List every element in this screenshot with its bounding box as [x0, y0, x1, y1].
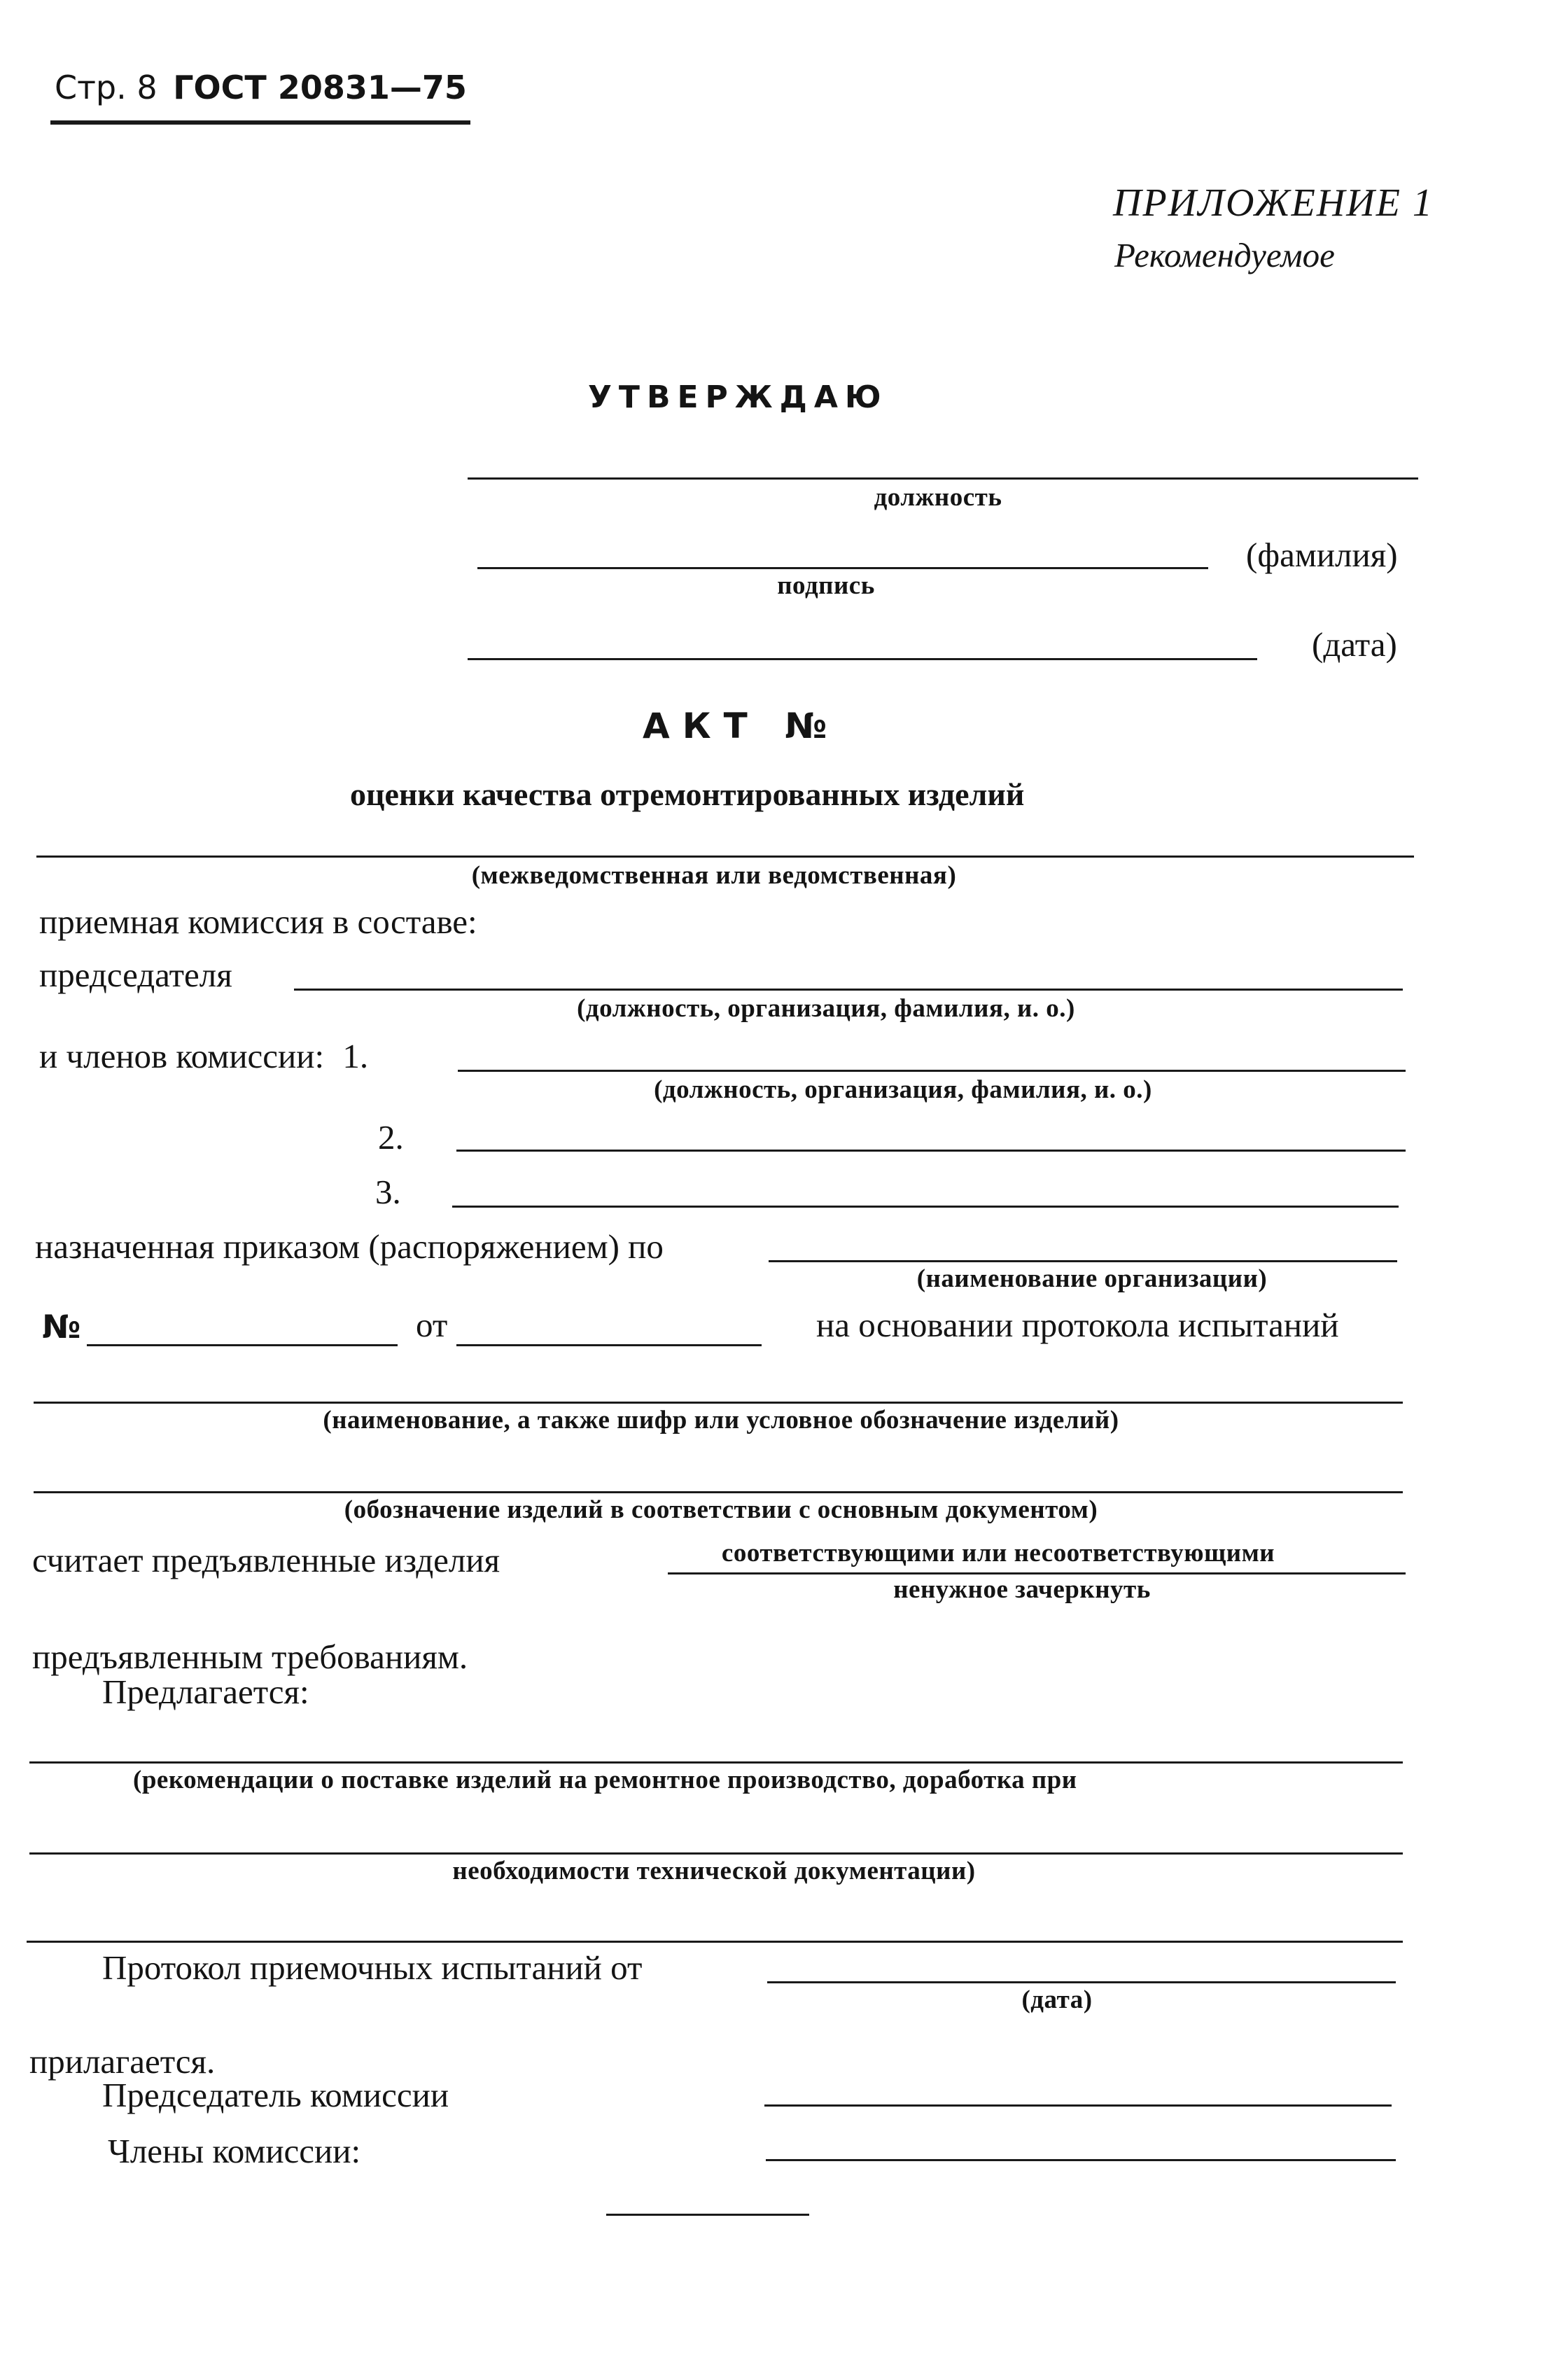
protocol-date-caption: (дата)	[1021, 1985, 1093, 2014]
order-from-label: от	[416, 1306, 448, 1344]
recommendation-caption-1: (рекомендации о поставке изделий на ремонтное производство, доработка при	[133, 1766, 1077, 1794]
members-signature-label: Члены комиссии:	[108, 2132, 361, 2170]
members-label	[39, 1039, 368, 1073]
composition-label: приемная комиссия в составе:	[39, 902, 477, 941]
appendix-subtitle: Рекомендуемое	[1114, 236, 1335, 274]
end-rule	[606, 2214, 809, 2216]
order-date-line	[456, 1344, 762, 1346]
appendix-title: ПРИЛОЖЕНИЕ 1	[1113, 181, 1434, 225]
surname-label: (фамилия)	[1246, 536, 1398, 574]
protocol-label: Протокол приемочных испытаний от	[102, 1948, 643, 1987]
member-1-number: 1.	[342, 1037, 369, 1075]
act-subtitle: оценки качества отремонтированных изделий	[350, 776, 1025, 812]
header-rule	[50, 120, 470, 125]
members-signature-line	[766, 2159, 1396, 2161]
considers-label: считает предъявленные изделия	[32, 1541, 500, 1579]
requirements-label: предъявленным требованиям.	[32, 1638, 468, 1676]
product-designation-line	[34, 1491, 1403, 1493]
product-name-line	[34, 1402, 1403, 1404]
order-number-label: №	[42, 1308, 81, 1346]
date-line	[468, 658, 1257, 660]
product-designation-caption: (обозначение изделий в соответствии с основным документом)	[344, 1495, 1098, 1524]
act-title: АКТ №	[643, 706, 840, 746]
chairman-label: председателя	[39, 956, 232, 994]
chairman-caption: (должность, организация, фамилия, и. о.)	[577, 994, 1075, 1023]
order-number-line	[87, 1344, 398, 1346]
product-name-caption: (наименование, а также шифр или условное обозначение изделий)	[323, 1406, 1119, 1434]
organization-caption: (наименование организации)	[916, 1264, 1268, 1293]
commission-type-caption: (межведомственная или ведомственная)	[471, 861, 957, 890]
position-line	[468, 477, 1418, 480]
recommendation-line-3	[27, 1941, 1403, 1943]
signature-caption: подпись	[777, 571, 875, 600]
recommendation-caption-2: необходимости технической документации)	[452, 1857, 976, 1885]
member-3-number: 3.	[375, 1173, 401, 1211]
appointed-label: назначенная приказом (распоряжением) по	[35, 1227, 664, 1266]
organization-line	[769, 1260, 1397, 1262]
member-2-line	[456, 1150, 1406, 1152]
members-label-text: и членов комиссии:	[39, 1037, 325, 1075]
position-caption: должность	[874, 483, 1002, 512]
page-number: Стр. 8	[55, 69, 158, 106]
member-3-line	[452, 1206, 1399, 1208]
page-header	[55, 71, 467, 104]
protocol-date-line	[767, 1981, 1396, 1983]
recommendation-line-2	[29, 1852, 1403, 1855]
chairman-signature-label: Председатель комиссии	[102, 2076, 449, 2114]
compliance-line	[668, 1572, 1406, 1574]
basis-label: на основании протокола испытаний	[816, 1306, 1339, 1344]
strike-caption: ненужное зачеркнуть	[893, 1575, 1151, 1604]
commission-type-line	[36, 856, 1414, 858]
proposed-label: Предлагается:	[102, 1673, 309, 1711]
standard-number: ГОСТ 20831—75	[173, 69, 467, 106]
member-2-number: 2.	[378, 1118, 404, 1157]
compliance-value: соответствующими или несоответствующими	[721, 1539, 1275, 1567]
recommendation-line-1	[29, 1761, 1403, 1764]
chairman-line	[294, 989, 1403, 991]
approval-title: УТВЕРЖДАЮ	[588, 379, 888, 415]
member-1-line	[458, 1070, 1406, 1072]
attached-label: прилагается.	[29, 2042, 216, 2081]
approval-date-label: (дата)	[1312, 625, 1397, 664]
chairman-signature-line	[764, 2104, 1392, 2107]
member-caption: (должность, организация, фамилия, и. о.)	[654, 1075, 1152, 1104]
signature-line	[477, 567, 1208, 569]
